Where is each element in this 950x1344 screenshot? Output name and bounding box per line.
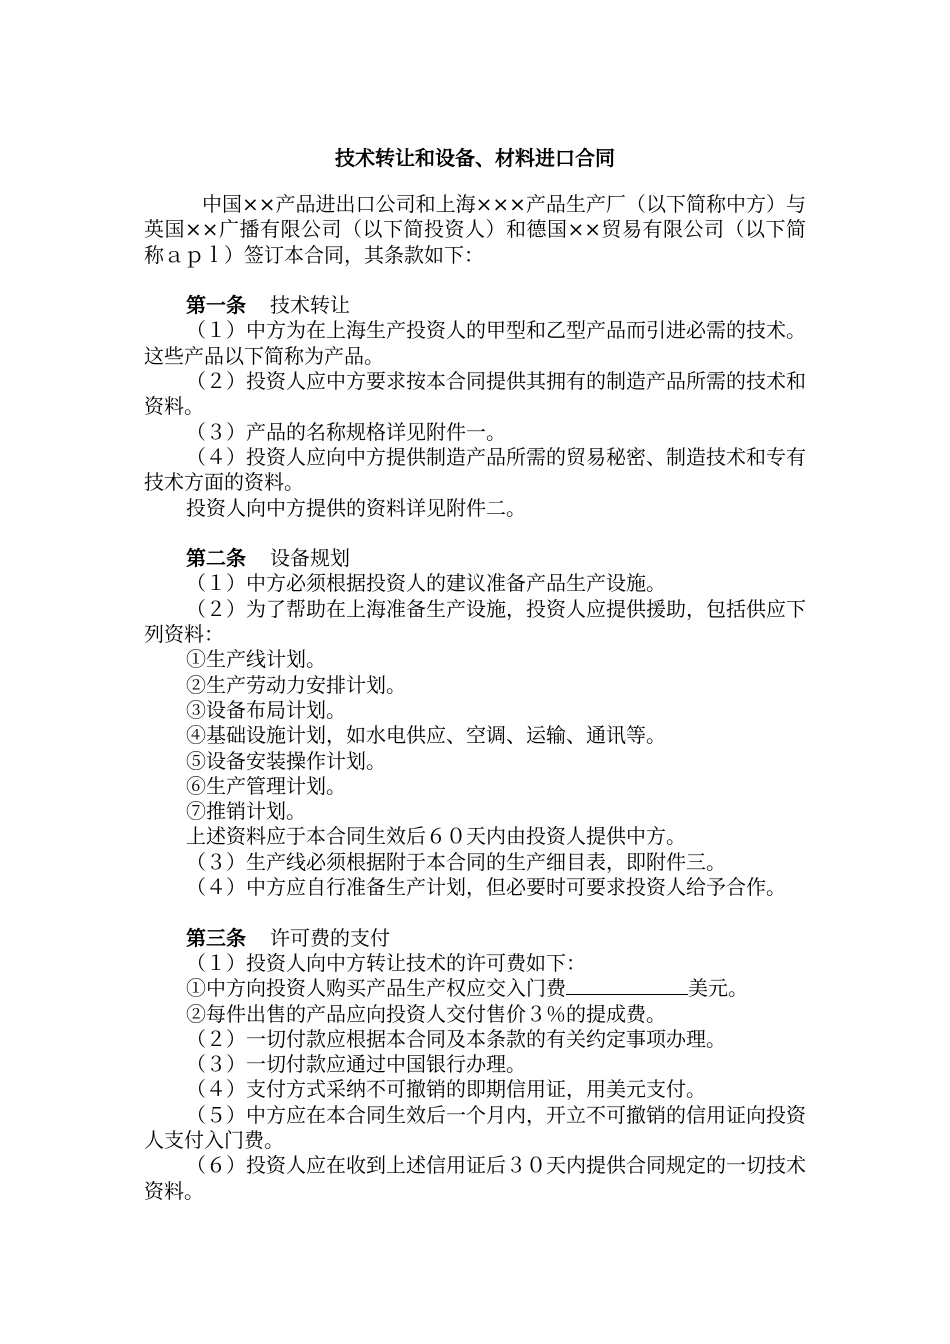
article-2-clause-4: （４）中方应自行准备生产计划，但必要时可要求投资人给予合作。 xyxy=(186,875,786,900)
intro-paragraph: 中国××产品进出口公司和上海×××产品生产厂（以下简称中方）与英国××广播有限公司（以下简投资人）和德国××贸易有限公司（以下简称ａｐｌ）签订本合同，其条款如下： xyxy=(144,192,806,267)
list-item xyxy=(144,976,806,1001)
article-3-heading xyxy=(144,926,806,951)
article-1-heading xyxy=(144,293,806,318)
article-3-clause-3: （３）一切付款应通过中国银行办理。 xyxy=(186,1052,526,1077)
spacer xyxy=(144,900,806,925)
article-3-clause-2: （２）一切付款应根据本合同及本条款的有关约定事项办理。 xyxy=(186,1026,726,1051)
article-3-name: 许可费的支付 xyxy=(270,925,390,950)
list-item: ⑤设备安装操作计划。 xyxy=(186,748,386,773)
entry-fee-unit: 美元。 xyxy=(688,976,748,1001)
article-3-clause-5: （５）中方应在本合同生效后一个月内，开立不可撤销的信用证向投资人支付入门费。 xyxy=(144,1102,806,1152)
article-2-clause-2: （２）为了帮助在上海准备生产设施，投资人应提供援助，包括供应下列资料： xyxy=(144,596,806,647)
spacer xyxy=(144,268,806,293)
list-item: ③设备布局计划。 xyxy=(186,697,346,722)
article-1-clause-2: （２）投资人应中方要求按本合同提供其拥有的制造产品所需的技术和资料。 xyxy=(144,369,806,419)
list-item: ⑥生产管理计划。 xyxy=(186,773,346,798)
list-item: ⑦推销计划。 xyxy=(186,799,306,824)
article-2-name: 设备规划 xyxy=(270,546,350,571)
article-1-clause-4: （４）投资人应向中方提供制造产品所需的贸易秘密、制造技术和专有技术方面的资料。 xyxy=(144,444,806,495)
list-item: ④基础设施计划，如水电供应、空调、运输、通讯等。 xyxy=(186,723,666,748)
spacer xyxy=(144,521,806,546)
article-2-note: 上述资料应于本合同生效后６０天内由投资人提供中方。 xyxy=(186,824,686,849)
article-1-clause-1: （１）中方为在上海生产投资人的甲型和乙型产品而引进必需的技术。这些产品以下简称为产品。 xyxy=(144,318,806,368)
entry-fee-blank xyxy=(566,976,688,995)
page-title: 技术转让和设备、材料进口合同 xyxy=(335,146,615,170)
list-item: ②每件出售的产品应向投资人交付售价３％的提成费。 xyxy=(186,1001,666,1026)
article-1-name: 技术转让 xyxy=(270,293,350,318)
article-3-clause-1: （１）投资人向中方转让技术的许可费如下： xyxy=(186,950,586,975)
article-1-number: 第一条 xyxy=(186,293,246,318)
article-3-clause-4: （４）支付方式采纳不可撤销的即期信用证，用美元支付。 xyxy=(186,1077,706,1102)
contract-page xyxy=(144,142,806,1204)
article-2-number: 第二条 xyxy=(186,546,246,571)
article-2-heading xyxy=(144,546,806,571)
list-item: ②生产劳动力安排计划。 xyxy=(186,672,406,697)
article-3-clause-6: （６）投资人应在收到上述信用证后３０天内提供合同规定的一切技术资料。 xyxy=(144,1153,806,1203)
article-1-note: 投资人向中方提供的资料详见附件二。 xyxy=(186,495,526,520)
entry-fee-text: ①中方向投资人购买产品生产权应交入门费 xyxy=(186,976,566,1001)
article-1-clause-3: （３）产品的名称规格详见附件一。 xyxy=(186,419,506,444)
article-3-number: 第三条 xyxy=(186,925,246,950)
list-item: ①生产线计划。 xyxy=(186,647,326,672)
article-2-clause-3: （３）生产线必须根据附于本合同的生产细目表，即附件三。 xyxy=(186,849,726,874)
article-2-clause-1: （１）中方必须根据投资人的建议准备产品生产设施。 xyxy=(186,571,666,596)
